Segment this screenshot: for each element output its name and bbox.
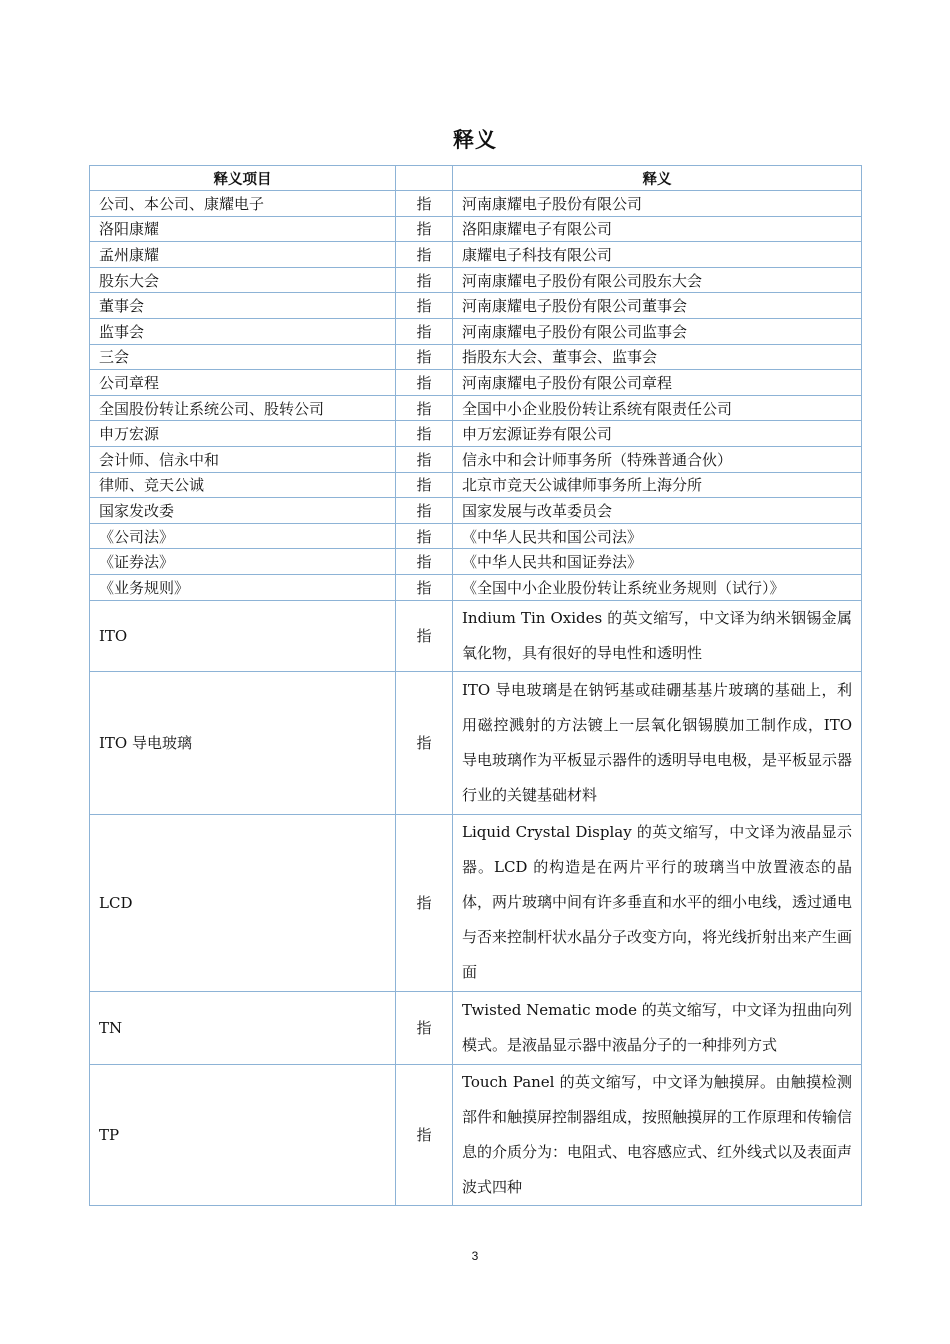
row-term: 申万宏源 xyxy=(90,421,396,447)
row-definition: Liquid Crystal Display 的英文缩写，中文译为液晶显示器。LCD 的构造是在两片平行的玻璃当中放置液态的晶体，两片玻璃中间有许多垂直和水平的细小电线，透过通电与否来控制杆状水晶分子改变方向，将光线折射出来产生画面 xyxy=(453,814,862,991)
table-row xyxy=(90,446,862,472)
row-term: TN xyxy=(90,991,396,1064)
table-row xyxy=(90,191,862,217)
row-ref: 指 xyxy=(396,446,453,472)
table-row xyxy=(90,498,862,524)
table-row xyxy=(90,267,862,293)
row-definition: 《全国中小企业股份转让系统业务规则（试行）》 xyxy=(453,574,862,600)
row-term: 洛阳康耀 xyxy=(90,216,396,242)
row-definition: 洛阳康耀电子有限公司 xyxy=(453,216,862,242)
row-ref: 指 xyxy=(396,344,453,370)
table-row xyxy=(90,600,862,671)
row-term: 《公司法》 xyxy=(90,523,396,549)
row-definition: Twisted Nematic mode 的英文缩写，中文译为扭曲向列模式。是液晶显示器中液晶分子的一种排列方式 xyxy=(453,991,862,1064)
row-term: 董事会 xyxy=(90,293,396,319)
table-row xyxy=(90,344,862,370)
row-term: ITO 导电玻璃 xyxy=(90,671,396,814)
row-definition: 河南康耀电子股份有限公司监事会 xyxy=(453,318,862,344)
row-ref: 指 xyxy=(396,395,453,421)
row-ref: 指 xyxy=(396,318,453,344)
row-ref: 指 xyxy=(396,671,453,814)
row-term: 监事会 xyxy=(90,318,396,344)
row-ref: 指 xyxy=(396,1064,453,1205)
table-row xyxy=(90,991,862,1064)
row-definition: 《中华人民共和国公司法》 xyxy=(453,523,862,549)
table-row xyxy=(90,242,862,268)
row-definition: 北京市竞天公诚律师事务所上海分所 xyxy=(453,472,862,498)
row-definition: 申万宏源证券有限公司 xyxy=(453,421,862,447)
table-row xyxy=(90,549,862,575)
row-ref: 指 xyxy=(396,574,453,600)
table-row xyxy=(90,472,862,498)
row-ref: 指 xyxy=(396,472,453,498)
row-ref: 指 xyxy=(396,991,453,1064)
row-ref: 指 xyxy=(396,421,453,447)
row-term: 《业务规则》 xyxy=(90,574,396,600)
row-ref: 指 xyxy=(396,549,453,575)
table-row xyxy=(90,395,862,421)
row-ref: 指 xyxy=(396,814,453,991)
row-definition: 康耀电子科技有限公司 xyxy=(453,242,862,268)
row-ref: 指 xyxy=(396,216,453,242)
row-term: 公司、本公司、康耀电子 xyxy=(90,191,396,217)
row-definition: 《中华人民共和国证券法》 xyxy=(453,549,862,575)
table-row xyxy=(90,216,862,242)
row-ref: 指 xyxy=(396,293,453,319)
header-definition: 释义 xyxy=(453,166,862,191)
row-definition: ITO 导电玻璃是在钠钙基或硅硼基基片玻璃的基础上，利用磁控溅射的方法镀上一层氧化铟锡膜加工制作成，ITO 导电玻璃作为平板显示器件的透明导电电极，是平板显示器行业的关键基础材料 xyxy=(453,671,862,814)
row-term: ITO xyxy=(90,600,396,671)
header-term: 释义项目 xyxy=(90,166,396,191)
row-definition: 全国中小企业股份转让系统有限责任公司 xyxy=(453,395,862,421)
table-row xyxy=(90,574,862,600)
table-row xyxy=(90,421,862,447)
row-term: 律师、竞天公诚 xyxy=(90,472,396,498)
row-term: 国家发改委 xyxy=(90,498,396,524)
row-ref: 指 xyxy=(396,498,453,524)
page-number: 3 xyxy=(471,1249,479,1263)
header-ref xyxy=(396,166,453,191)
row-term: 三会 xyxy=(90,344,396,370)
row-term: 会计师、信永中和 xyxy=(90,446,396,472)
row-definition: 指股东大会、董事会、监事会 xyxy=(453,344,862,370)
row-ref: 指 xyxy=(396,600,453,671)
row-term: LCD xyxy=(90,814,396,991)
row-ref: 指 xyxy=(396,267,453,293)
row-term: 《证券法》 xyxy=(90,549,396,575)
row-definition: 信永中和会计师事务所（特殊普通合伙） xyxy=(453,446,862,472)
row-ref: 指 xyxy=(396,370,453,396)
row-term: 全国股份转让系统公司、股转公司 xyxy=(90,395,396,421)
table-row xyxy=(90,1064,862,1205)
table-row xyxy=(90,293,862,319)
table-row xyxy=(90,370,862,396)
row-term: 孟州康耀 xyxy=(90,242,396,268)
row-ref: 指 xyxy=(396,191,453,217)
table-row xyxy=(90,318,862,344)
row-definition: 河南康耀电子股份有限公司 xyxy=(453,191,862,217)
row-definition: 国家发展与改革委员会 xyxy=(453,498,862,524)
row-term: 公司章程 xyxy=(90,370,396,396)
row-definition: 河南康耀电子股份有限公司章程 xyxy=(453,370,862,396)
table-row xyxy=(90,523,862,549)
table-header-row xyxy=(90,166,862,191)
definitions-table xyxy=(89,165,862,1206)
table-row xyxy=(90,814,862,991)
row-definition: 河南康耀电子股份有限公司董事会 xyxy=(453,293,862,319)
table-row xyxy=(90,671,862,814)
page-title: 释义 xyxy=(453,128,497,152)
row-term: TP xyxy=(90,1064,396,1205)
row-term: 股东大会 xyxy=(90,267,396,293)
row-definition: Touch Panel 的英文缩写，中文译为触摸屏。由触摸检测部件和触摸屏控制器组成，按照触摸屏的工作原理和传输信息的介质分为：电阻式、电容感应式、红外线式以及表面声波式四种 xyxy=(453,1064,862,1205)
row-ref: 指 xyxy=(396,242,453,268)
row-definition: Indium Tin Oxides 的英文缩写，中文译为纳米铟锡金属氧化物，具有很好的导电性和透明性 xyxy=(453,600,862,671)
row-definition: 河南康耀电子股份有限公司股东大会 xyxy=(453,267,862,293)
row-ref: 指 xyxy=(396,523,453,549)
